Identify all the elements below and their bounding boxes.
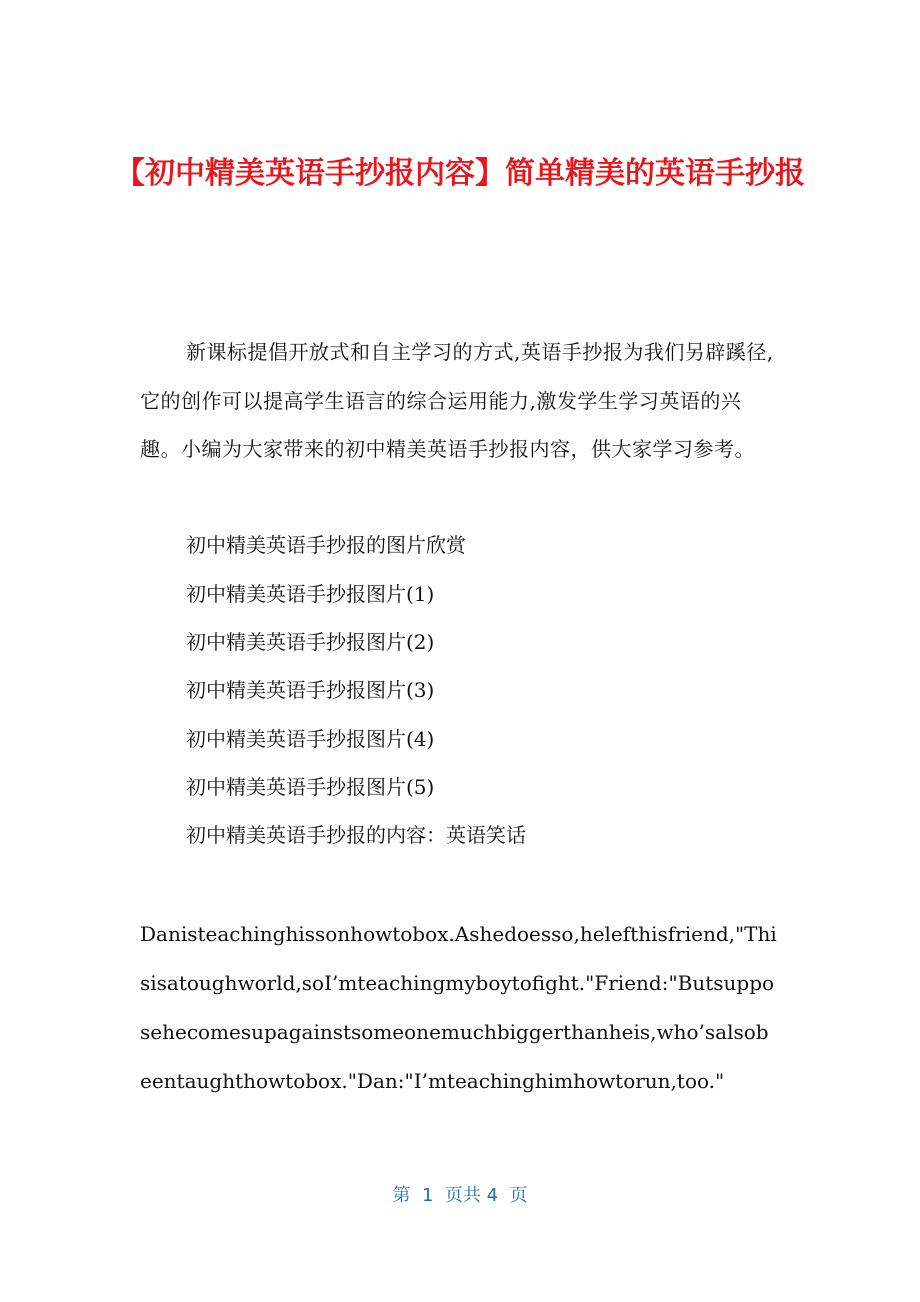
document-title: 【初中精美英语手抄报内容】简单精美的英语手抄报	[115, 156, 805, 191]
image-caption-3: 初中精美英语手抄报图片(3)	[186, 678, 435, 702]
intro-paragraph: 新课标提倡开放式和自主学习的方式,英语手抄报为我们另辟蹊径,它的创作可以提高学生语言的综合运用能力,激发学生学习英语的兴趣。小编为大家带来的初中精美英语手抄报内容，供大家学习参考。	[140, 340, 774, 461]
page-number-footer: 第 1 页共 4 页	[392, 1185, 528, 1206]
image-caption-2: 初中精美英语手抄报图片(2)	[186, 630, 435, 654]
image-caption-4: 初中精美英语手抄报图片(4)	[186, 727, 435, 751]
joke-paragraph: Danisteachinghissonhowtobox.Ashedoesso,helefthisfriend,"Thisisatoughworld,soI’mteachingmyboytofight."Friend:"Butsupposehecomesupagainstsomeonemuchbiggerthanheis,who’salsobeentaughthowtobox."Dan:"I’mteachinghimhowtorun,too."	[140, 922, 777, 1093]
image-caption-1: 初中精美英语手抄报图片(1)	[186, 582, 435, 606]
section-heading-jokes: 初中精美英语手抄报的内容：英语笑话	[186, 823, 526, 847]
image-caption-5: 初中精美英语手抄报图片(5)	[186, 775, 435, 799]
section-heading-gallery: 初中精美英语手抄报的图片欣赏	[186, 533, 466, 557]
